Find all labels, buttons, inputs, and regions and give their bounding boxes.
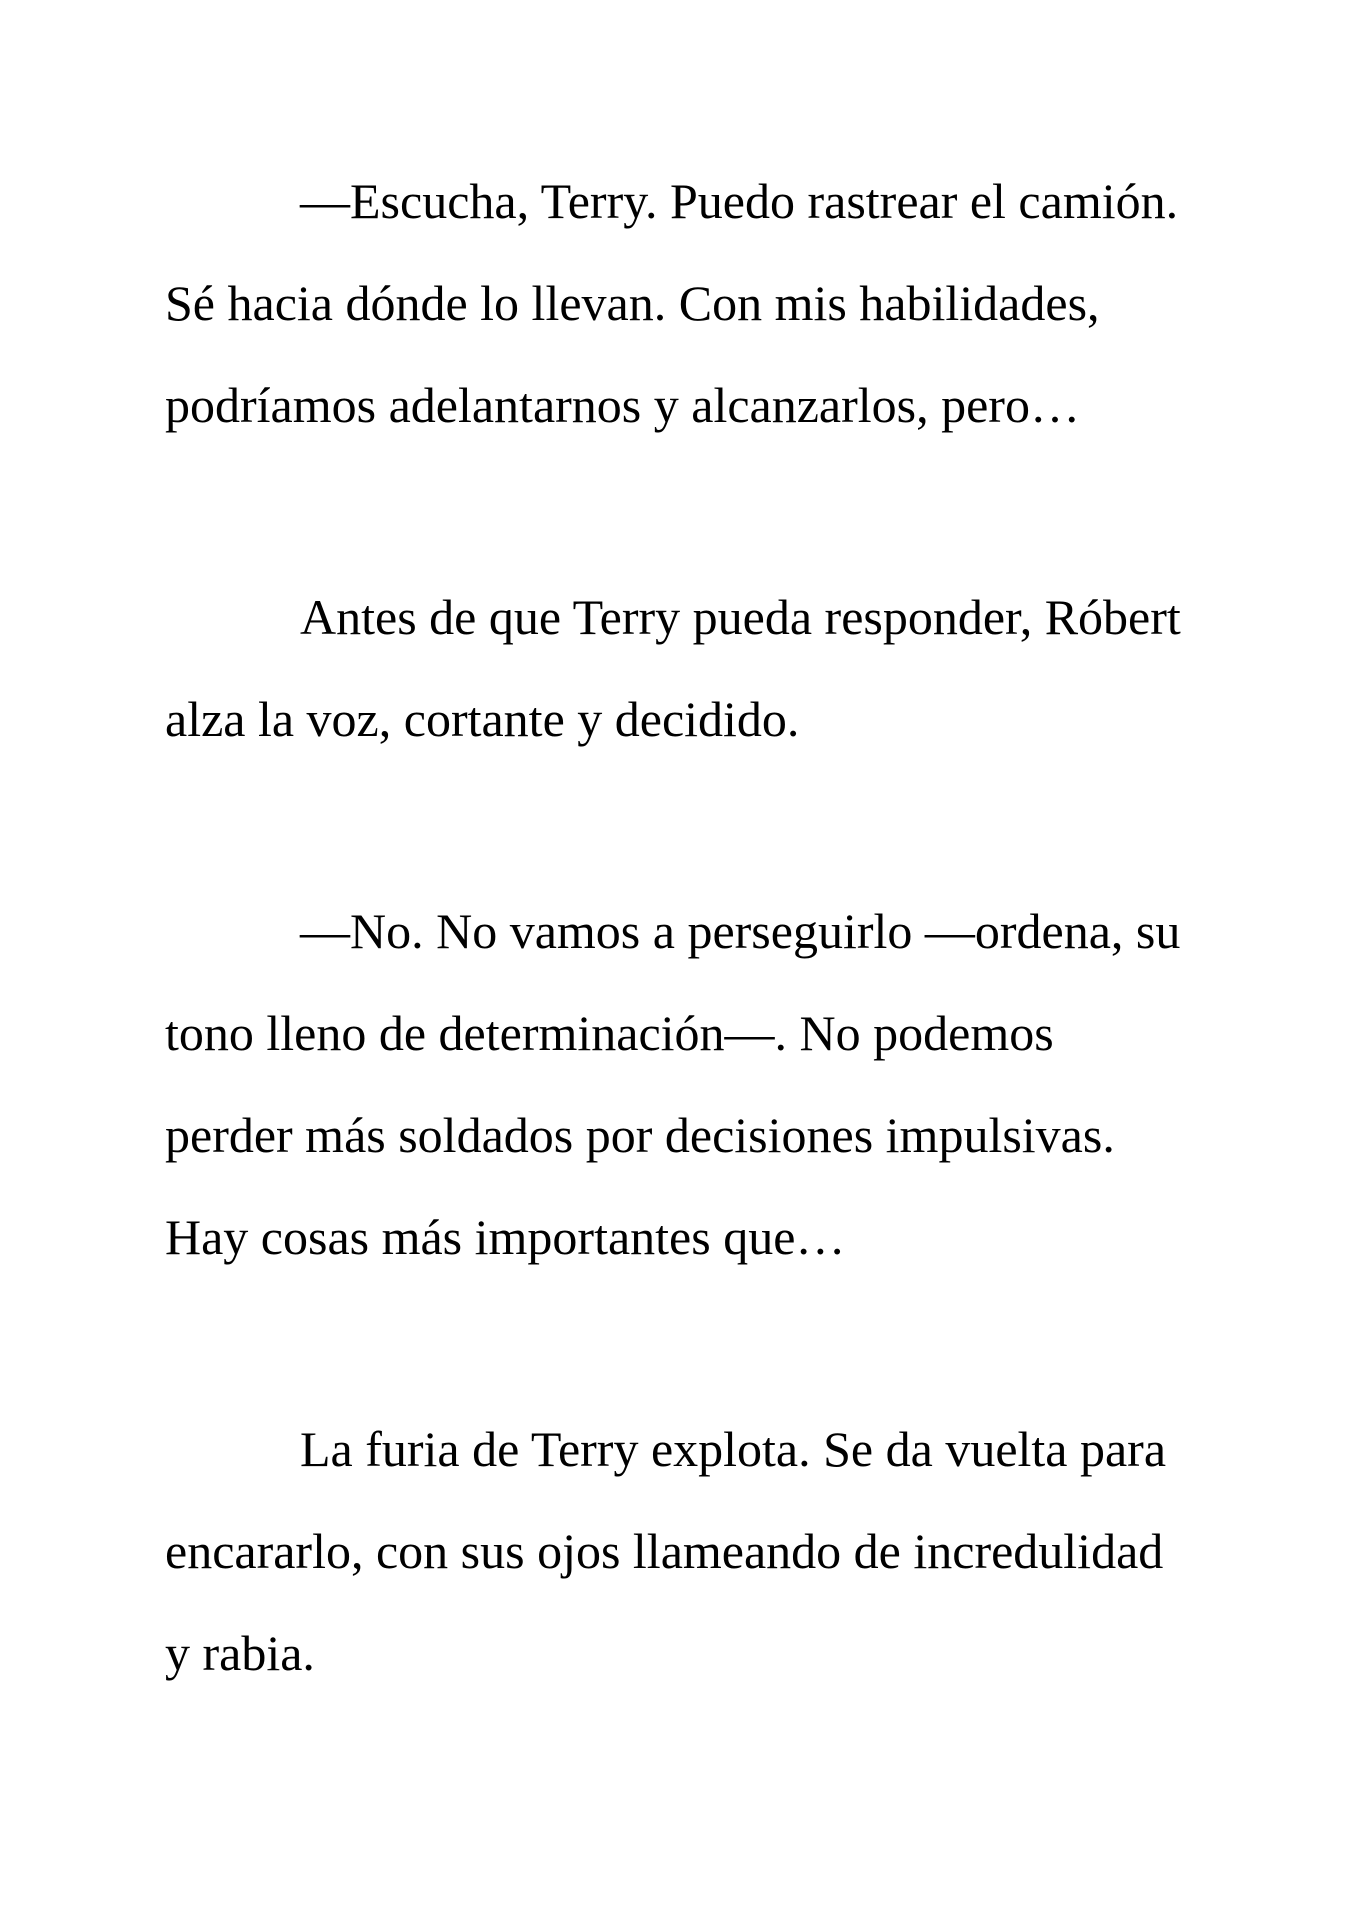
- text-line: podríamos adelantarnos y alcanzarlos, pero…: [165, 377, 1080, 433]
- text-line: y rabia.: [165, 1625, 315, 1681]
- text-line: alza la voz, cortante y decidido.: [165, 691, 800, 747]
- text-line: tono lleno de determinación—. No podemos: [165, 1005, 1054, 1061]
- text-line: Hay cosas más importantes que…: [165, 1209, 846, 1265]
- text-line: —Escucha, Terry. Puedo rastrear el camión.: [300, 173, 1179, 229]
- text-line: encararlo, con sus ojos llameando de incredulidad: [165, 1523, 1164, 1579]
- text-line: Antes de que Terry pueda responder, Róbert: [300, 589, 1181, 645]
- text-line: perder más soldados por decisiones impulsivas.: [165, 1107, 1115, 1163]
- paragraph: [165, 1398, 1194, 1704]
- paragraph: [165, 880, 1194, 1288]
- text-line: —No. No vamos a perseguirlo —ordena, su: [300, 903, 1181, 959]
- text-line: Sé hacia dónde lo llevan. Con mis habilidades,: [165, 275, 1100, 331]
- paragraph: [165, 566, 1194, 770]
- paragraph: [165, 150, 1194, 456]
- text-line: La furia de Terry explota. Se da vuelta para: [300, 1421, 1167, 1477]
